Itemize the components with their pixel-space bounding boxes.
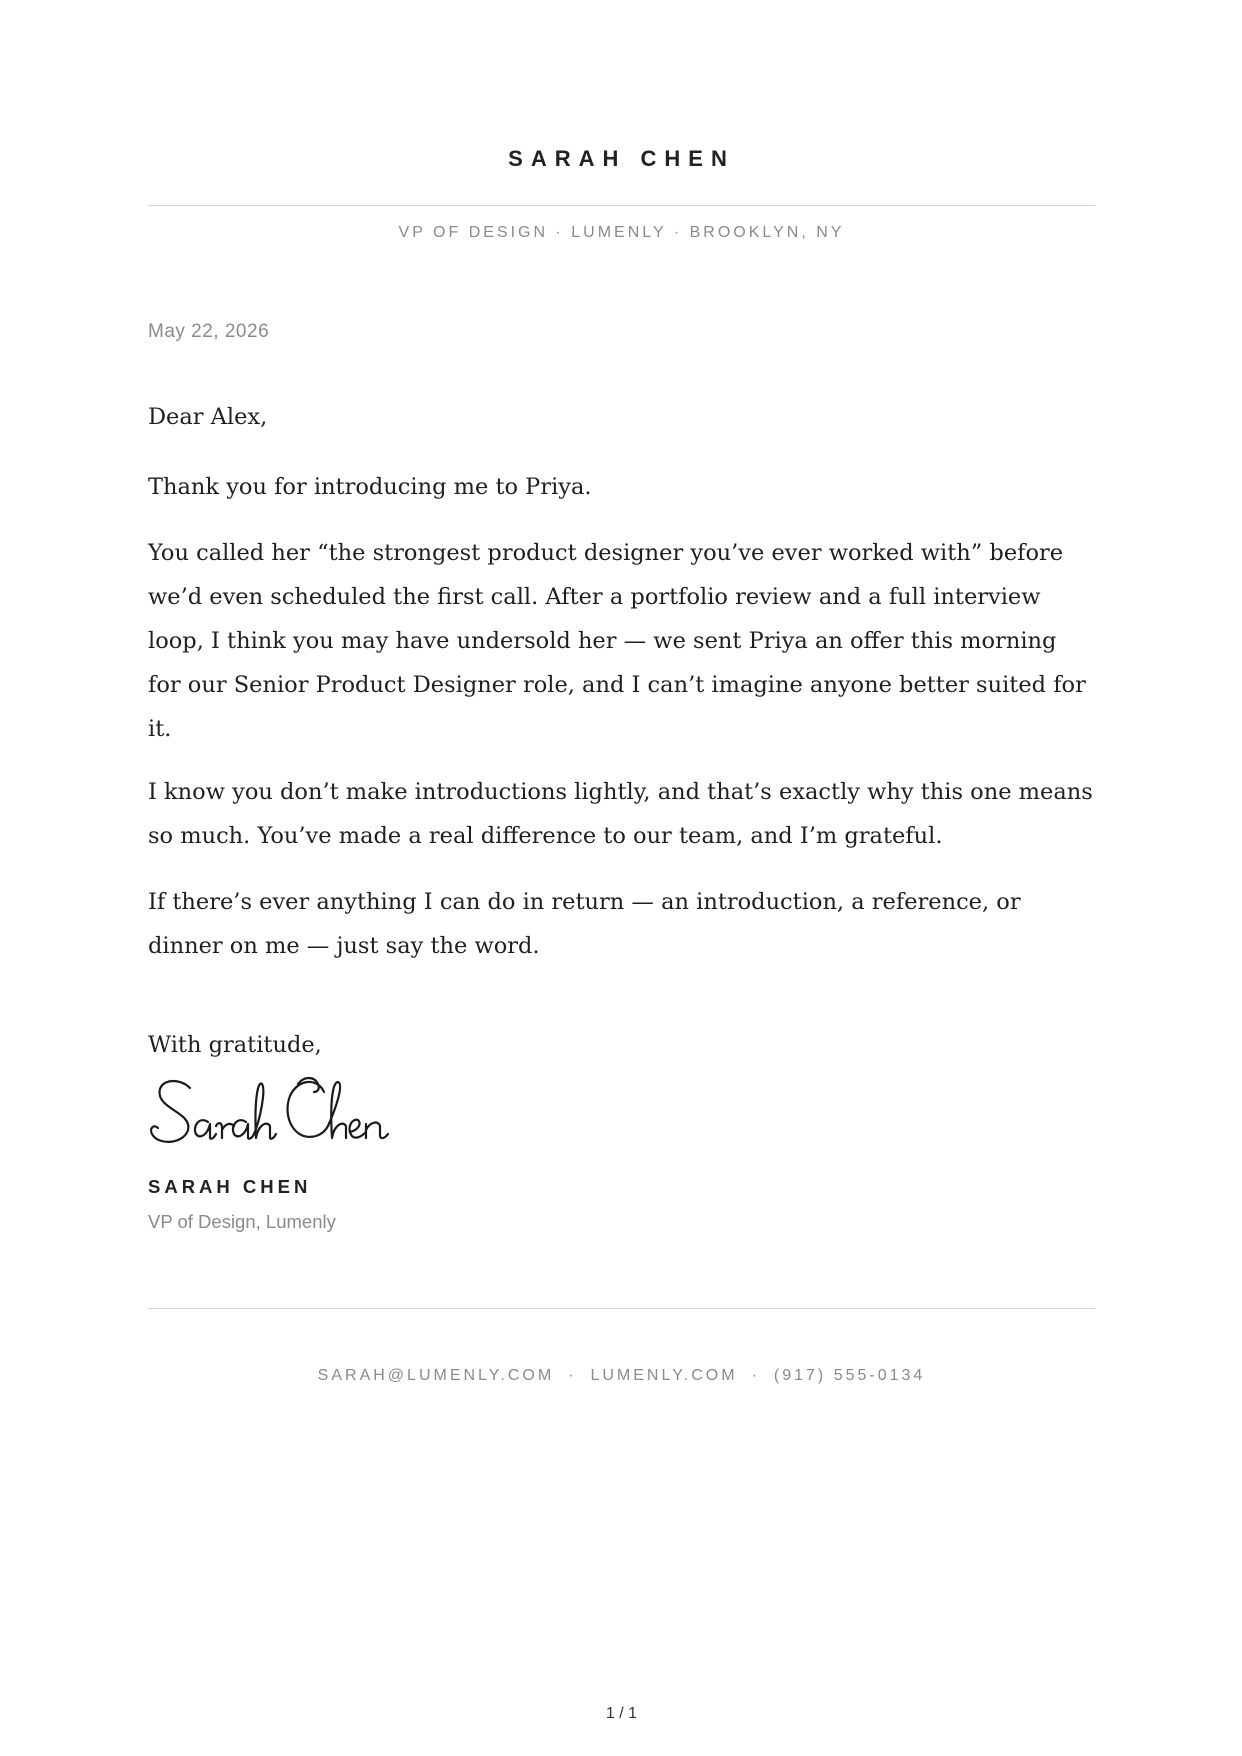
page-number: 1 / 1: [605, 1705, 638, 1722]
handwritten-signature: [148, 1070, 448, 1150]
footer-email[interactable]: SARAH@LUMENLY.COM: [317, 1367, 555, 1384]
footer-phone: (917) 555-0134: [773, 1367, 926, 1384]
signatory-title: VP of Design, Lumenly: [148, 1211, 336, 1232]
signatory-name: SARAH CHEN: [148, 1176, 312, 1197]
letterhead-name: SARAH CHEN: [508, 146, 735, 171]
letter-date: May 22, 2026: [148, 321, 270, 342]
paragraph-2: You called her “the strongest product designer you’ve ever worked with” before we’d even scheduled the first call. After a portfolio review and a full interview loop, I think you may have undersold her — we sent Priya an offer this morning for our Senior Product Designer role, and I can’t imagine anyone better suited for it.: [148, 540, 1086, 742]
letter-page: [148, 0, 1095, 1756]
footer-website[interactable]: LUMENLY.COM: [590, 1367, 738, 1384]
header-divider: [148, 205, 1095, 206]
salutation: Dear Alex,: [148, 404, 268, 430]
paragraph-1: Thank you for introducing me to Priya.: [148, 474, 592, 500]
footer-separator: ·: [751, 1367, 760, 1384]
footer-separator: ·: [568, 1367, 577, 1384]
closing: With gratitude,: [148, 1032, 322, 1058]
footer-contact: [148, 1367, 1095, 1385]
paragraph-3: I know you don’t make introductions lightly, and that’s exactly why this one means so much. You’ve made a real difference to our team, and I’m grateful.: [148, 779, 1093, 849]
footer-divider: [148, 1308, 1095, 1309]
paragraph-4: If there’s ever anything I can do in return — an introduction, a reference, or dinner on me — just say the word.: [148, 889, 1021, 959]
letterhead-subtitle: VP OF DESIGN · LUMENLY · BROOKLYN, NY: [398, 224, 845, 241]
